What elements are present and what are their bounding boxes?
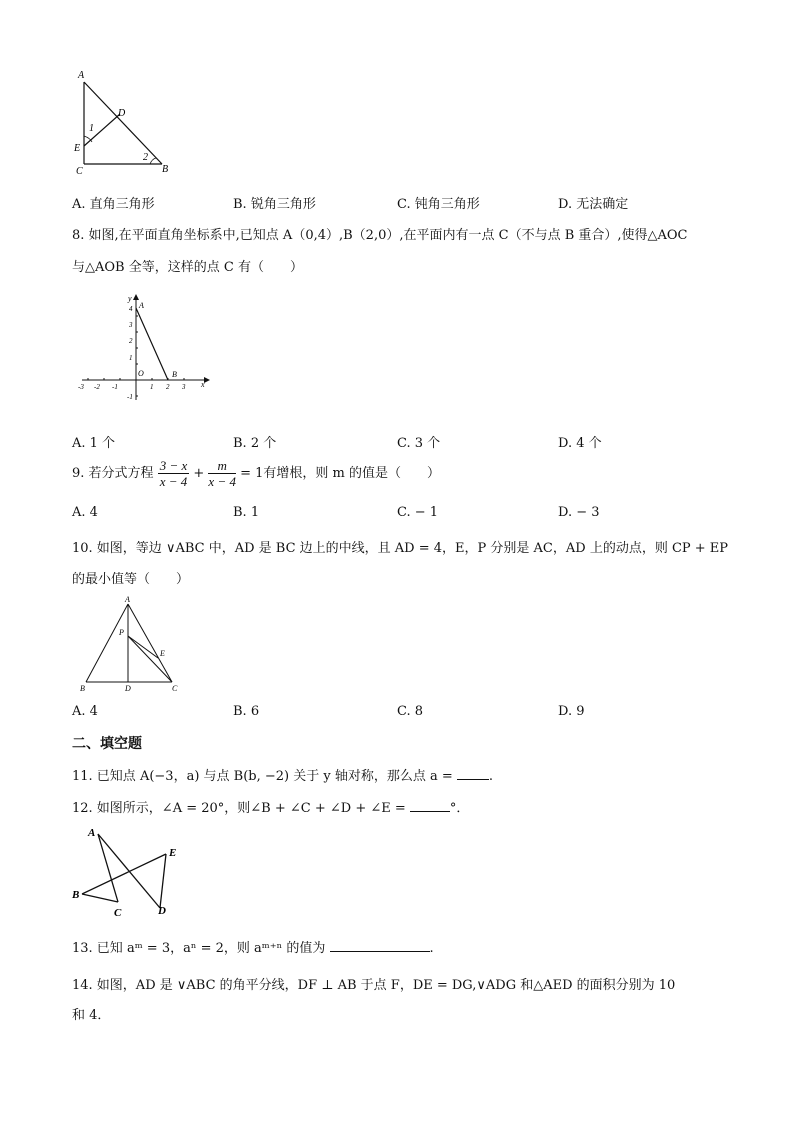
q10-option-d: D. 9 <box>558 704 585 719</box>
q7-option-c: C. 钝角三角形 <box>397 197 480 212</box>
fig8-o-label: O <box>138 369 144 378</box>
q11-text: 11. 已知点 A(−3，a) 与点 B(b, −2) 关于 y 轴对称，那么点 a = <box>72 769 453 784</box>
fig8-y-tick: 2 <box>129 337 133 345</box>
q11-period: . <box>488 769 494 784</box>
figure-q7-triangle <box>70 68 180 178</box>
q13-text: 13. 已知 aᵐ = 3，aⁿ = 2，则 aᵐ⁺ⁿ 的值为 <box>72 941 326 956</box>
q9-fraction-1 <box>158 458 190 489</box>
fig10-label-b: B <box>80 684 85 693</box>
q9-frac2-denominator: x − 4 <box>208 474 236 489</box>
fig8-x-tick: -1 <box>112 383 118 391</box>
q14-line2: 和 4． <box>72 1008 111 1023</box>
fig7-label-e: E <box>74 143 81 154</box>
fig8-y-tick: -1 <box>127 393 133 401</box>
fig8-y-tick: 4 <box>129 305 133 313</box>
q13-question <box>72 937 434 956</box>
fig8-x-tick: 3 <box>182 383 186 391</box>
q9-fraction-2 <box>208 458 236 489</box>
q8-line2: 与△AOB 全等，这样的点 C 有（ ） <box>72 260 303 275</box>
q7-option-b: B. 锐角三角形 <box>233 197 316 212</box>
q7-option-a: A. 直角三角形 <box>72 197 155 212</box>
q9-option-b: B. 1 <box>233 505 260 520</box>
q7-option-d: D. 无法确定 <box>558 197 629 212</box>
q13-period: . <box>429 941 434 956</box>
fig8-y-tick: 3 <box>129 321 133 329</box>
fig12-label-d: D <box>158 905 166 917</box>
fig8-x-tick: -3 <box>78 383 84 391</box>
figure-q12-star-angles <box>70 822 190 922</box>
q8-option-b: B. 2 个 <box>233 436 277 451</box>
q9-option-a: A. 4 <box>72 505 98 520</box>
fig8-a-label: A <box>139 301 144 310</box>
fig8-x-label: x <box>201 380 205 389</box>
fig7-label-1: 1 <box>89 123 94 134</box>
fig7-label-a: A <box>78 70 85 81</box>
fig10-label-d: D <box>125 684 131 693</box>
q10-option-a: A. 4 <box>72 704 98 719</box>
fig8-x-tick: -2 <box>94 383 100 391</box>
q12-question <box>72 797 469 816</box>
fig10-label-a: A <box>125 595 130 604</box>
q10-line2: 的最小值等（ ） <box>72 572 190 587</box>
fig8-x-tick: 1 <box>150 383 154 391</box>
figure-q8-coordinate-plane <box>74 290 214 410</box>
fig7-label-c: C <box>76 166 83 177</box>
fig7-label-d: D <box>118 108 126 119</box>
q11-question <box>72 765 493 784</box>
fig10-label-p: P <box>119 628 124 637</box>
fig7-label-b: B <box>162 164 169 175</box>
q9-suffix: = 1有增根，则 m 的值是（ ） <box>240 466 440 481</box>
q9-prefix: 9. 若分式方程 <box>72 466 154 481</box>
q10-option-c: C. 8 <box>397 704 424 719</box>
q9-frac2-numerator: m <box>208 458 236 474</box>
fig10-label-e: E <box>160 649 165 658</box>
q8-line1: 8. 如图,在平面直角坐标系中,已知点 A（0,4）,B（2,0）,在平面内有一点 C（不与点 B 重合）,使得△AOC <box>72 228 688 243</box>
figure-q10-equilateral-triangle <box>76 594 186 694</box>
q12-text: 12. 如图所示，∠A = 20°，则∠B + ∠C + ∠D + ∠E = <box>72 801 406 816</box>
q10-line1: 10. 如图，等边 ∨ABC 中，AD 是 BC 边上的中线，且 AD = 4，E，P 分别是 AC，AD 上的动点，则 CP + EP <box>72 541 729 556</box>
fig12-label-a: A <box>88 827 96 839</box>
q9-plus: + <box>193 466 205 481</box>
q11-answer-blank[interactable] <box>457 767 489 780</box>
q9-frac1-numerator: 3 − x <box>159 458 188 473</box>
fig8-x-tick: 2 <box>166 383 170 391</box>
q12-suffix: °． <box>449 801 470 816</box>
q8-option-a: A. 1 个 <box>72 436 116 451</box>
fig7-label-2: 2 <box>143 152 148 163</box>
fig12-label-b: B <box>72 889 80 901</box>
q13-answer-blank[interactable] <box>330 939 430 952</box>
q9-frac1-denominator: x − 4 <box>159 474 188 489</box>
q9-question <box>72 458 440 489</box>
section-fill-in-title: 二、填空题 <box>72 736 142 752</box>
fig8-y-tick: 1 <box>129 354 133 362</box>
fig10-label-c: C <box>172 684 178 693</box>
q8-option-c: C. 3 个 <box>397 436 441 451</box>
q14-line1: 14. 如图，AD 是 ∨ABC 的角平分线，DF ⊥ AB 于点 F，DE = DG,∨ADG 和△AED 的面积分别为 10 <box>72 978 676 993</box>
fig12-label-c: C <box>114 907 122 919</box>
q12-answer-blank[interactable] <box>410 799 450 812</box>
q8-option-d: D. 4 个 <box>558 436 602 451</box>
q9-option-c: C. − 1 <box>397 505 439 520</box>
q10-option-b: B. 6 <box>233 704 260 719</box>
q9-option-d: D. − 3 <box>558 505 600 520</box>
fig8-y-label: y <box>128 294 132 303</box>
fig12-label-e: E <box>169 847 177 859</box>
fig8-b-label: B <box>172 370 177 379</box>
